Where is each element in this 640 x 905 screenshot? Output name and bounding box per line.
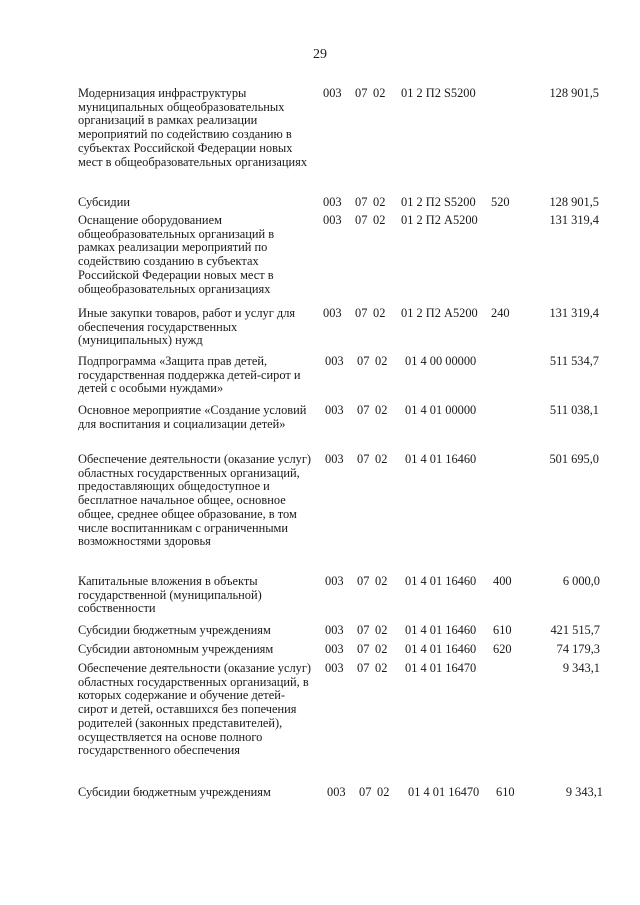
target-article-code: 01 4 01 16460 — [405, 623, 477, 637]
section-code: 07 — [357, 403, 370, 417]
row-description: Подпрограмма «Защита прав детей, государственная поддержка детей-сирот и детей с особыми нуждами» — [78, 354, 301, 396]
subsection-code: 02 — [375, 452, 388, 466]
section-code: 07 — [357, 623, 370, 637]
target-article-code: 01 4 01 16470 — [408, 785, 480, 799]
subsection-code: 02 — [375, 354, 388, 368]
section-code: 07 — [355, 213, 368, 227]
amount: 9 343,1 — [565, 785, 603, 799]
subsection-code: 02 — [373, 195, 386, 209]
target-article-code: 01 4 01 00000 — [405, 403, 477, 417]
amount: 511 038,1 — [549, 403, 599, 417]
ministry-code: 003 — [323, 195, 342, 209]
target-article-code: 01 4 01 16460 — [405, 574, 477, 588]
target-article-code: 01 4 01 16460 — [405, 642, 477, 656]
ministry-code: 003 — [325, 452, 344, 466]
section-code: 07 — [355, 86, 368, 100]
amount: 131 319,4 — [549, 213, 599, 227]
row-description: Субсидии автономным учреждениям — [78, 642, 274, 656]
section-code: 07 — [357, 354, 370, 368]
section-code: 07 — [357, 574, 370, 588]
subsection-code: 02 — [375, 642, 388, 656]
amount: 421 515,7 — [550, 623, 600, 637]
target-article-code: 01 2 П2 А5200 — [401, 306, 478, 320]
target-article-code: 01 2 П2 S5200 — [401, 195, 476, 209]
ministry-code: 003 — [325, 623, 344, 637]
ministry-code: 003 — [325, 574, 344, 588]
ministry-code: 003 — [325, 642, 344, 656]
ministry-code: 003 — [323, 213, 342, 227]
section-code: 07 — [359, 785, 372, 799]
section-code: 07 — [355, 195, 368, 209]
row-description: Обеспечение деятельности (оказание услуг) областных государственных организаций, предоставляющих общедоступное и бесплатное начальное общее, основное общее, среднее общее образование, в том числе воспитанникам с ограниченными возможностями здоровья — [78, 452, 312, 549]
target-article-code: 01 4 01 16460 — [405, 452, 477, 466]
row-description: Субсидии — [78, 195, 130, 209]
row-description: Модернизация инфраструктуры муниципальных общеобразовательных организаций в рамках реализации мероприятий по содействию созданию в субъектах Российской Федерации новых мест в общеобразовательных организациях — [78, 86, 308, 169]
expense-type-code: 610 — [493, 623, 512, 637]
row-description: Иные закупки товаров, работ и услуг для обеспечения государственных (муниципальных) нужд — [78, 306, 296, 348]
ministry-code: 003 — [323, 86, 342, 100]
subsection-code: 02 — [377, 785, 390, 799]
row-description: Основное мероприятие «Создание условий для воспитания и социализации детей» — [78, 403, 307, 431]
expense-type-code: 620 — [493, 642, 512, 656]
section-code: 07 — [357, 661, 370, 675]
amount: 511 534,7 — [549, 354, 599, 368]
subsection-code: 02 — [373, 86, 386, 100]
subsection-code: 02 — [375, 403, 388, 417]
section-code: 07 — [357, 642, 370, 656]
subsection-code: 02 — [375, 661, 388, 675]
section-code: 07 — [357, 452, 370, 466]
subsection-code: 02 — [375, 623, 388, 637]
subsection-code: 02 — [375, 574, 388, 588]
amount: 501 695,0 — [549, 452, 599, 466]
ministry-code: 003 — [325, 354, 344, 368]
expense-type-code: 520 — [491, 195, 510, 209]
target-article-code: 01 4 01 16470 — [405, 661, 477, 675]
amount: 9 343,1 — [562, 661, 600, 675]
target-article-code: 01 2 П2 S5200 — [401, 86, 476, 100]
expense-type-code: 240 — [491, 306, 510, 320]
row-description: Капитальные вложения в объекты государственной (муниципальной) собственности — [78, 574, 262, 616]
target-article-code: 01 2 П2 А5200 — [401, 213, 478, 227]
section-code: 07 — [355, 306, 368, 320]
subsection-code: 02 — [373, 213, 386, 227]
expense-type-code: 400 — [493, 574, 512, 588]
row-description: Обеспечение деятельности (оказание услуг) областных государственных организаций, в которых содержание и обучение детей-сирот и детей, оставшихся без попечения родителей (законных представителей), осуществляется на основе полного государственного обеспечения — [78, 661, 312, 758]
row-description: Субсидии бюджетным учреждениям — [78, 623, 271, 637]
expense-type-code: 610 — [496, 785, 515, 799]
amount: 6 000,0 — [562, 574, 600, 588]
ministry-code: 003 — [325, 661, 344, 675]
ministry-code: 003 — [327, 785, 346, 799]
ministry-code: 003 — [325, 403, 344, 417]
ministry-code: 003 — [323, 306, 342, 320]
amount: 128 901,5 — [549, 195, 599, 209]
amount: 74 179,3 — [556, 642, 600, 656]
subsection-code: 02 — [373, 306, 386, 320]
target-article-code: 01 4 00 00000 — [405, 354, 477, 368]
row-description: Субсидии бюджетным учреждениям — [78, 785, 271, 799]
amount: 128 901,5 — [549, 86, 599, 100]
page-number: 29 — [313, 47, 327, 62]
amount: 131 319,4 — [549, 306, 599, 320]
row-description: Оснащение оборудованием общеобразовательных организаций в рамках реализации мероприятий по содействию созданию в субъектах Российской Федерации новых мест в общеобразовательных организациях — [78, 213, 275, 296]
